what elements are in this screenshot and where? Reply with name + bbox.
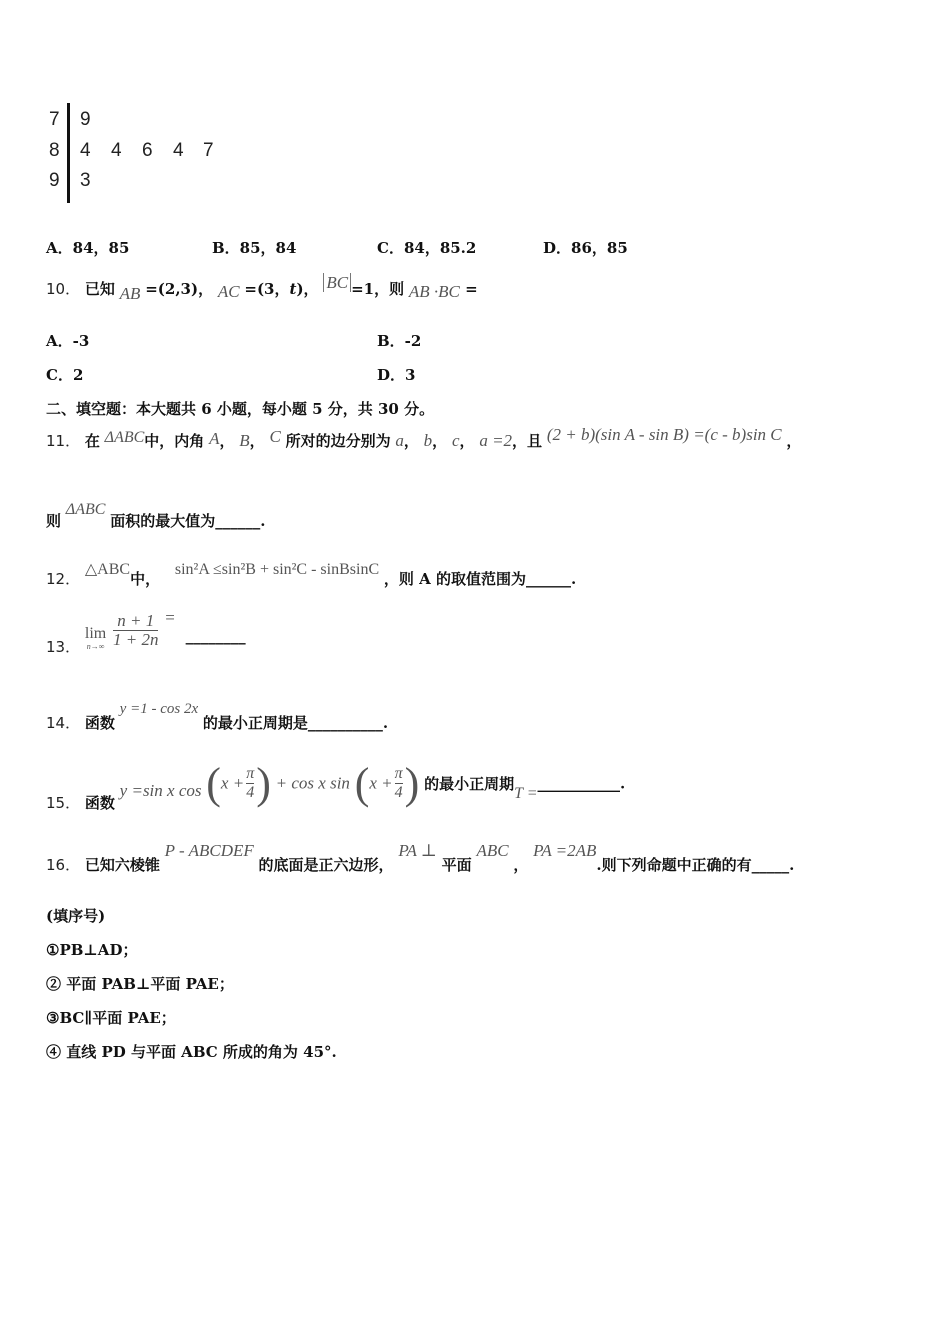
question-11: 11． 在 ΔABC中，内角 A， B， C 所对的边分别为 a， b， c， a =2，且 (2 + b)(sin A - sin B) =(c - b)sin C ，: [46, 425, 802, 450]
q16-text-3: 平面: [441, 856, 472, 874]
q12-number: 12．: [46, 570, 81, 588]
q15-fraction-1: [246, 765, 254, 802]
q11-line2-text-2: 面积的最大值为______.: [110, 512, 266, 530]
q10-vec-ac: AC: [217, 282, 240, 301]
q15-lparen-1: (: [206, 759, 221, 808]
q15-number: 15．: [46, 793, 81, 812]
q13-denominator: 1 + 2n: [113, 630, 159, 649]
stem-0: 7: [49, 109, 60, 130]
stem-1: 8: [49, 140, 60, 161]
question-13: [46, 607, 246, 662]
q9-option-d[interactable]: D．86，85: [543, 239, 628, 257]
q11-text-1: 在: [84, 432, 100, 450]
q11-text-2: 中，内角: [144, 432, 205, 450]
q11-line2-triangle: ΔABC: [65, 501, 106, 518]
q15-eq-part-3: + cos x sin: [275, 773, 350, 793]
q9-option-c[interactable]: C．84，85.2: [377, 239, 477, 257]
q10-text-4: )，: [296, 280, 319, 298]
q10-text-5: =1，则: [351, 280, 405, 298]
q12-triangle: △ABC: [84, 561, 131, 578]
q13-lim-text: lim: [84, 625, 107, 642]
q15-text-1: 函数: [84, 793, 115, 812]
q15-blank[interactable]: ___________.: [537, 774, 626, 793]
q11-equation: (2 + b)(sin A - sin B) =(c - b)sin C: [546, 425, 782, 444]
q10-text-1: 已知: [84, 280, 115, 298]
q13-equals: =: [165, 607, 175, 627]
q16-text-2: 的底面是正六边形，: [258, 856, 394, 874]
q15-rparen-1: ): [256, 759, 271, 808]
q16-text-4: ，: [513, 856, 529, 874]
q10-number: 10．: [46, 280, 81, 298]
leaf-1-1: 4: [111, 140, 122, 161]
q11-text-3: 所对的边分别为: [285, 432, 391, 450]
proposition-4: ④ 直线 PD 与平面 ABC 所成的角为 45°.: [46, 1043, 337, 1061]
stem-2: 9: [49, 170, 60, 191]
stem-leaf-divider: [67, 103, 70, 203]
q13-lim: [85, 626, 106, 652]
q16-pa-perp: PA ⊥: [398, 841, 437, 860]
q10-dot-expr: AB ·BC: [408, 282, 460, 301]
q10-option-c[interactable]: C．2: [46, 366, 84, 384]
q11-number: 11．: [46, 432, 81, 450]
q11-side-a: a: [395, 431, 404, 450]
proposition-1: ①PB⊥AD；: [46, 941, 138, 959]
q12-inequality: sin²A ≤sin²B + sin²C - sinBsinC: [174, 561, 380, 578]
question-16: [46, 840, 795, 874]
q9-option-a[interactable]: A．84，85: [46, 239, 130, 257]
q11-a-equals: a =2: [479, 431, 513, 450]
q10-option-a[interactable]: A．-3: [46, 332, 90, 350]
leaf-1-3: 4: [173, 140, 184, 161]
q15-fraction-2: [395, 765, 403, 802]
q13-fraction: [113, 612, 158, 649]
proposition-3: ③BC∥平面 PAE；: [46, 1009, 176, 1027]
q11-angle-c: C: [269, 427, 281, 446]
question-10: [46, 273, 478, 303]
q13-lim-sub: n→∞: [86, 642, 105, 651]
q11-side-b: b: [423, 431, 433, 450]
q10-abs-bc: BC: [323, 273, 351, 292]
leaf-0-0: 9: [80, 109, 91, 130]
question-15: [46, 758, 626, 812]
q15-four-1: 4: [246, 784, 255, 801]
q9-option-b[interactable]: B．85，84: [212, 239, 297, 257]
q11-line2-text-1: 则: [46, 512, 62, 530]
q14-text-2: 的最小正周期是__________.: [202, 714, 389, 732]
q16-text-1: 已知六棱锥: [84, 856, 160, 874]
q15-four-2: 4: [394, 784, 403, 801]
leaf-1-4: 7: [203, 140, 214, 161]
q14-text-1: 函数: [84, 714, 115, 732]
q15-period-t: T =: [514, 784, 538, 802]
q11-angle-a: A: [209, 429, 220, 448]
q13-number: 13．: [46, 637, 81, 656]
q16-pyramid: P - ABCDEF: [164, 841, 254, 860]
q16-plane-abc: ABC: [476, 841, 509, 860]
proposition-2: ② 平面 PAB⊥平面 PAE；: [46, 975, 234, 993]
q11-triangle: ΔABC: [104, 429, 145, 446]
question-14: [46, 697, 389, 732]
q15-eq-part-1: y =sin x cos: [119, 780, 202, 800]
leaf-1-2: 6: [142, 140, 153, 161]
q15-pi-2: π: [394, 765, 403, 782]
q10-vec-ab: AB: [119, 284, 141, 303]
leaf-1-0: 4: [80, 140, 91, 161]
fill-note: (填序号): [46, 907, 106, 925]
q11-side-c: c: [451, 431, 460, 450]
q13-numerator: n + 1: [117, 611, 155, 630]
q12-text-2: ，则 A 的取值范围为______.: [383, 570, 577, 588]
q15-text-2: 的最小正周期: [424, 775, 515, 793]
q11-separator: ，: [786, 432, 802, 450]
q10-text-3: =(3，: [244, 280, 290, 298]
q15-lparen-2: (: [354, 759, 370, 808]
q16-number: 16．: [46, 856, 81, 874]
q10-option-b[interactable]: B．-2: [377, 332, 422, 350]
q11-text-4: ，且: [512, 432, 543, 450]
q10-text-6: =: [459, 280, 478, 298]
leaf-2-0: 3: [80, 170, 91, 191]
section-2-header: 二、填空题：本大题共 6 小题，每小题 5 分，共 30 分。: [46, 400, 435, 418]
q15-eq-part-2: x +: [220, 773, 245, 793]
q15-pi-1: π: [246, 765, 255, 782]
q15-rparen-2: ): [404, 759, 420, 808]
q10-text-2: =(2,3)，: [145, 280, 214, 298]
q16-pa-eq: PA =2AB: [533, 841, 597, 860]
q16-text-5: .则下列命题中正确的有_____.: [596, 856, 795, 874]
q11-angle-b: B: [239, 431, 250, 450]
q10-var-t: t: [289, 280, 297, 298]
q13-blank[interactable]: ________: [185, 626, 246, 645]
q15-eq-part-4: x +: [369, 773, 393, 793]
question-11-line2: [46, 498, 266, 530]
q14-number: 14．: [46, 714, 81, 732]
q12-text-1: 中，: [130, 570, 161, 588]
q14-equation: y =1 - cos 2x: [119, 701, 199, 717]
question-12: [46, 558, 577, 588]
q10-option-d[interactable]: D．3: [377, 366, 416, 384]
